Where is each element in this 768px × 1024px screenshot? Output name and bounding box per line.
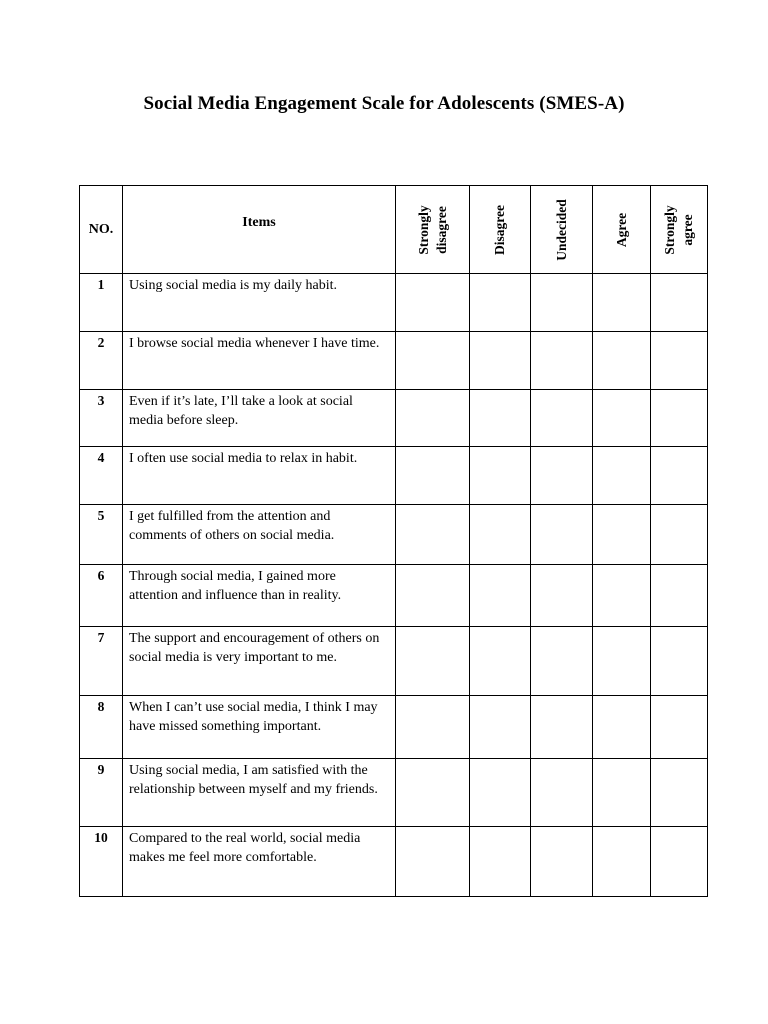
table-row <box>80 505 708 565</box>
response-cell-strongly-disagree[interactable] <box>396 505 470 565</box>
response-cell-disagree[interactable] <box>470 332 531 390</box>
response-cell-strongly-agree[interactable] <box>651 390 708 447</box>
table-row <box>80 759 708 827</box>
response-cell-strongly-disagree[interactable] <box>396 390 470 447</box>
item-text: Even if it’s late, I’ll take a look at social media before sleep. <box>123 390 396 447</box>
response-cell-strongly-disagree[interactable] <box>396 759 470 827</box>
header-label-line: Strongly <box>415 204 431 255</box>
item-text: I get fulfilled from the attention and comments of others on social media. <box>123 505 396 565</box>
header-label-line: disagree <box>433 205 449 254</box>
response-cell-strongly-agree[interactable] <box>651 696 708 759</box>
table-row <box>80 827 708 897</box>
response-cell-agree[interactable] <box>593 696 651 759</box>
response-cell-strongly-disagree[interactable] <box>396 827 470 897</box>
header-label-line: Agree <box>613 212 629 247</box>
row-number: 9 <box>80 759 123 827</box>
header-label-line: agree <box>680 213 695 246</box>
response-cell-disagree[interactable] <box>470 274 531 332</box>
response-cell-strongly-agree[interactable] <box>651 827 708 897</box>
response-cell-disagree[interactable] <box>470 627 531 696</box>
response-cell-undecided[interactable] <box>531 447 593 505</box>
response-cell-disagree[interactable] <box>470 759 531 827</box>
row-number: 5 <box>80 505 123 565</box>
header-agree-label <box>613 212 631 246</box>
response-cell-undecided[interactable] <box>531 505 593 565</box>
response-cell-strongly-disagree[interactable] <box>396 332 470 390</box>
response-cell-undecided[interactable] <box>531 390 593 447</box>
header-strongly-disagree-label <box>415 205 451 254</box>
response-cell-agree[interactable] <box>593 759 651 827</box>
response-cell-strongly-agree[interactable] <box>651 505 708 565</box>
row-number: 8 <box>80 696 123 759</box>
scale-table <box>79 185 708 897</box>
response-cell-undecided[interactable] <box>531 565 593 627</box>
item-text: Through social media, I gained more attention and influence than in reality. <box>123 565 396 627</box>
header-label-line: Undecided <box>553 198 569 261</box>
header-strongly-agree <box>651 186 708 274</box>
row-number: 4 <box>80 447 123 505</box>
row-number: 2 <box>80 332 123 390</box>
table-row <box>80 696 708 759</box>
response-cell-agree[interactable] <box>593 505 651 565</box>
row-number: 6 <box>80 565 123 627</box>
response-cell-undecided[interactable] <box>531 759 593 827</box>
response-cell-disagree[interactable] <box>470 565 531 627</box>
header-disagree <box>470 186 531 274</box>
response-cell-strongly-agree[interactable] <box>651 447 708 505</box>
response-cell-disagree[interactable] <box>470 696 531 759</box>
response-cell-agree[interactable] <box>593 390 651 447</box>
response-cell-strongly-agree[interactable] <box>651 332 708 390</box>
response-cell-strongly-agree[interactable] <box>651 274 708 332</box>
row-number: 7 <box>80 627 123 696</box>
table-row <box>80 627 708 696</box>
response-cell-strongly-disagree[interactable] <box>396 447 470 505</box>
response-cell-strongly-agree[interactable] <box>651 759 708 827</box>
table-row <box>80 390 708 447</box>
item-text: The support and encouragement of others on social media is very important to me. <box>123 627 396 696</box>
page-title: Social Media Engagement Scale for Adolescents (SMES-A) <box>143 93 625 114</box>
response-cell-disagree[interactable] <box>470 827 531 897</box>
response-cell-agree[interactable] <box>593 447 651 505</box>
item-text: Using social media is my daily habit. <box>123 274 396 332</box>
item-text: I browse social media whenever I have time. <box>123 332 396 390</box>
response-cell-agree[interactable] <box>593 565 651 627</box>
header-row <box>80 186 708 274</box>
item-text: When I can’t use social media, I think I may have missed something important. <box>123 696 396 759</box>
row-number: 10 <box>80 827 123 897</box>
table-row <box>80 565 708 627</box>
response-cell-undecided[interactable] <box>531 627 593 696</box>
response-cell-strongly-agree[interactable] <box>651 627 708 696</box>
table-row <box>80 447 708 505</box>
response-cell-agree[interactable] <box>593 274 651 332</box>
table-row <box>80 274 708 332</box>
response-cell-disagree[interactable] <box>470 505 531 565</box>
row-number: 3 <box>80 390 123 447</box>
header-label-line: Disagree <box>492 204 507 255</box>
header-strongly-agree-label <box>661 205 697 254</box>
response-cell-agree[interactable] <box>593 627 651 696</box>
header-disagree-label <box>491 205 509 255</box>
header-items: Items <box>123 186 396 274</box>
response-cell-undecided[interactable] <box>531 696 593 759</box>
header-label-line: Strongly <box>662 204 677 255</box>
table-row <box>80 332 708 390</box>
response-cell-strongly-disagree[interactable] <box>396 627 470 696</box>
header-undecided-label <box>553 199 571 261</box>
response-cell-undecided[interactable] <box>531 274 593 332</box>
response-cell-undecided[interactable] <box>531 332 593 390</box>
item-text: Compared to the real world, social media makes me feel more comfortable. <box>123 827 396 897</box>
header-agree <box>593 186 651 274</box>
row-number: 1 <box>80 274 123 332</box>
response-cell-strongly-disagree[interactable] <box>396 274 470 332</box>
response-cell-undecided[interactable] <box>531 827 593 897</box>
response-cell-strongly-disagree[interactable] <box>396 696 470 759</box>
header-strongly-disagree <box>396 186 470 274</box>
response-cell-disagree[interactable] <box>470 390 531 447</box>
response-cell-disagree[interactable] <box>470 447 531 505</box>
item-text: Using social media, I am satisfied with the relationship between myself and my friends. <box>123 759 396 827</box>
response-cell-strongly-agree[interactable] <box>651 565 708 627</box>
header-no: NO. <box>80 186 123 274</box>
header-undecided <box>531 186 593 274</box>
response-cell-agree[interactable] <box>593 827 651 897</box>
response-cell-strongly-disagree[interactable] <box>396 565 470 627</box>
item-text: I often use social media to relax in habit. <box>123 447 396 505</box>
response-cell-agree[interactable] <box>593 332 651 390</box>
